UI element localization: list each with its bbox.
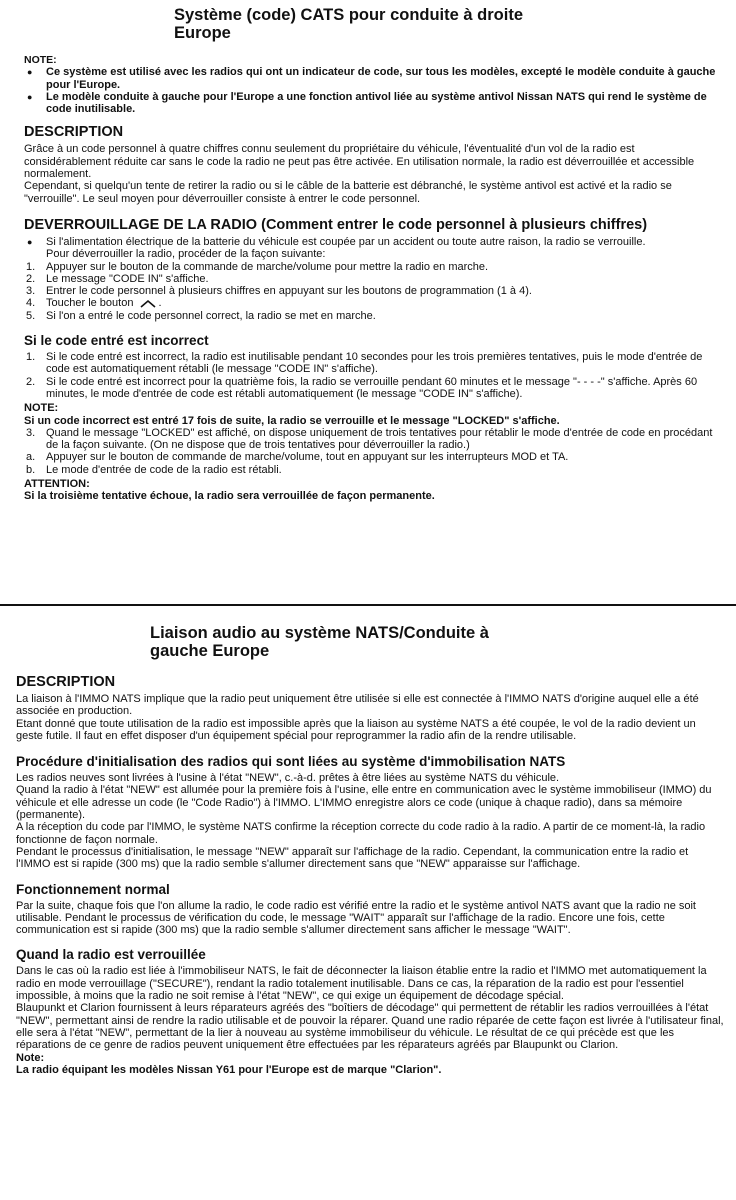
incorrect-step: 2. Si le code entré est incorrect pour la quatrième fois, la radio se verrouille pendant 60 minutes et le message "- - - -" s'affiche. Après 60 minutes, le mode d'entrée de code est rétabli automatiquement (le message "CODE IN" s'affiche). (26, 375, 698, 400)
description-paragraph: Grâce à un code personnel à quatre chiffres connu seulement du propriétaire du véhicule, l'éventualité d'un vol de la radio est considérablement réduite car sans le code la radio ne peut pas être activée. En utilisation normale, la radio est déverrouillée et accessible normalement. (24, 143, 695, 181)
incorrect-step: 1. Si le code entré est incorrect, la radio est inutilisable pendant 10 secondes pour les trois premières tentatives, puis le mode d'entrée de code est automatiquement rétabli (le message "CODE IN" s'affiche). (26, 351, 703, 376)
section-nats-audio-link (16, 624, 724, 1076)
section2-title-line1: Liaison audio au système NATS/Conduite à (150, 624, 489, 642)
init-paragraph: Pendant le processus d'initialisation, le message "NEW" apparaît sur l'affichage de la radio. Cependant, la communication entre la radio et l'IMMO est si rapide (300 ms) que la radio semble s'allumer directement sans que "NEW" apparaisse sur l'affichage. (16, 845, 689, 871)
unlock-step: 4. Toucher le bouton . (26, 297, 162, 310)
unlock-bullet-list (24, 236, 724, 248)
description-paragraph: Etant donné que toute utilisation de la radio est impossible après que la liaison au système NATS a été coupée, le vol de la radio devient un geste futile. Il faut en effet disposer d'un équipement spécial pour reprogrammer la radio afin de la rendre utilisable. (16, 717, 696, 742)
unlock-intro: Pour déverrouiller la radio, procéder de la façon suivante: (46, 248, 326, 261)
chevron-up-icon (139, 299, 157, 309)
locked-radio-paragraph: Dans le cas où la radio est liée à l'immobiliseur NATS, le fait de déconnecter la liaison établie entre la radio et l'IMMO met automatiquement la radio en mode verrouillage ("SECURE"), rendant la radio totalement inutilisable. Dans ce cas, la réparation de la radio est pour l'essentiel impossible, à moins que la radio ne soit remise à l'état "NEW", ce qui exige un équipement de décodage spécial. (16, 965, 707, 1003)
section1-title-line1: Système (code) CATS pour conduite à droite (174, 6, 523, 24)
section2-title-line2: gauche Europe (150, 642, 270, 660)
normal-operation-heading: Fonctionnement normal (16, 881, 170, 897)
note2-text: Si un code incorrect est entré 17 fois de suite, la radio se verrouille et le message "LOCKED" s'affiche. (24, 414, 560, 427)
note-bullet: ● Le modèle conduite à gauche pour l'Europe a une fonction antivol liée au système antivol Nissan NATS qui rend le système de code inutilisable. (24, 91, 724, 116)
note-heading: Note: (16, 1051, 45, 1064)
note-text: La radio équipant les modèles Nissan Y61 pour l'Europe est de marque "Clarion". (16, 1063, 442, 1076)
note-bullet: ● Ce système est utilisé avec les radios qui ont un indicateur de code, sur tous les modèles, excepté le modèle conduite à gauche pour l'Europe. (24, 66, 724, 91)
init-procedure-heading: Procédure d'initialisation des radios qui sont liées au système d'immobilisation NATS (16, 754, 566, 770)
normal-operation-paragraph: Par la suite, chaque fois que l'on allume la radio, le code radio est vérifié entre la radio et le système antivol NATS avant que la radio ne soit utilisable. Pendant le processus de vérification du code, le message "WAIT" apparaît sur l'affichage de la radio. Encore une fois, cette communication est si rapide (300 ms) que la radio semble s'allumer directement sans afficher le message "WAIT". (16, 899, 696, 937)
description-paragraph: Cependant, si quelqu'un tente de retirer la radio ou si le câble de la batterie est débranché, le système antivol est activé et la radio se "verrouille". Le seul moyen pour déverrouiller consiste à entrer le code personnel. (24, 180, 672, 205)
init-paragraph: Quand la radio à l'état "NEW" est allumée pour la première fois à l'usine, elle entre en communication avec le système immobiliseur (IMMO) du véhicule et elle adresse un code (le "Code Radio") à l'IMMO. L'IMMO enregistre alors ce code (unique à chaque radio), dans sa mémoire (permanente). (16, 784, 712, 822)
unlock-step: 5. Si l'on a entré le code personnel correct, la radio se met en marche. (26, 309, 376, 322)
incorrect-code-heading: Si le code entré est incorrect (24, 333, 209, 349)
description-heading: DESCRIPTION (24, 124, 124, 141)
note-bullet-list (24, 66, 724, 115)
description-heading: DESCRIPTION (16, 674, 116, 690)
attention-heading: ATTENTION: (24, 478, 90, 491)
unlock-heading: DEVERROUILLAGE DE LA RADIO (Comment entrer le code personnel à plusieurs chiffres) (24, 216, 648, 233)
note2-heading: NOTE: (24, 402, 59, 415)
init-paragraph: A la réception du code par l'IMMO, le système NATS confirme la réception correcte du code radio à la radio. A partir de ce moment-là, la radio fonctionne de façon normale. (16, 821, 706, 846)
unlock-step: 1. Appuyer sur le bouton de la commande de marche/volume pour mettre la radio en marche. (26, 260, 489, 273)
locked-radio-heading: Quand la radio est verrouillée (16, 947, 206, 963)
init-paragraph: Les radios neuves sont livrées à l'usine à l'état "NEW", c.-à-d. prêtes à être liées au système NATS du véhicule. (16, 772, 560, 785)
section1-title-line2: Europe (174, 24, 231, 42)
section-cats-code-system (24, 6, 724, 503)
note-heading: NOTE: (24, 54, 57, 66)
attention-text: Si la troisième tentative échoue, la radio sera verrouillée de façon permanente. (24, 490, 435, 503)
unlock-step: 3. Entrer le code personnel à plusieurs chiffres en appuyant sur les boutons de programmation (1 à 4). (26, 285, 532, 298)
unlock-step: 2. Le message "CODE IN" s'affiche. (26, 272, 209, 285)
unlock-bullet: ● Si l'alimentation électrique de la batterie du véhicule est coupée par un accident ou toute autre raison, la radio se verrouille. (24, 236, 724, 248)
locked-substep: b. Le mode d'entrée de code de la radio est rétabli. (26, 463, 282, 476)
locked-step: 3. Quand le message "LOCKED" est affiché, on dispose uniquement de trois tentatives pour rétablir le mode d'entrée de code en procédant de la façon suivante. (On ne dispose que de trois tentatives pour déverrouiller la radio.) (26, 426, 713, 452)
section-divider (0, 604, 736, 606)
locked-radio-paragraph: Blaupunkt et Clarion fournissent à leurs réparateurs agréés des "boîtiers de décodage" qui permettent de rétablir les radios verrouillées à l'état "NEW", permettant ainsi de rendre la radio utilisable et de pouvoir la réparer. Quand une radio réparée de cette façon est livrée à l'utilisateur final, elle sera à l'état "NEW", permettant de la lier à nouveau au système immobiliseur du véhicule. Le résultat de ce qui précède est que les réparations de ce genre de radios peuvent uniquement être effectuées par les réparateurs agréés par Blaupunkt ou Clarion. (16, 1002, 724, 1052)
description-paragraph: La liaison à l'IMMO NATS implique que la radio peut uniquement être utilisée si elle est connectée à l'IMMO NATS d'origine auquel elle a été associée en production. (16, 693, 699, 718)
locked-substep: a. Appuyer sur le bouton de commande de marche/volume, tout en appuyant sur les interrupteurs MOD et TA. (26, 451, 569, 464)
